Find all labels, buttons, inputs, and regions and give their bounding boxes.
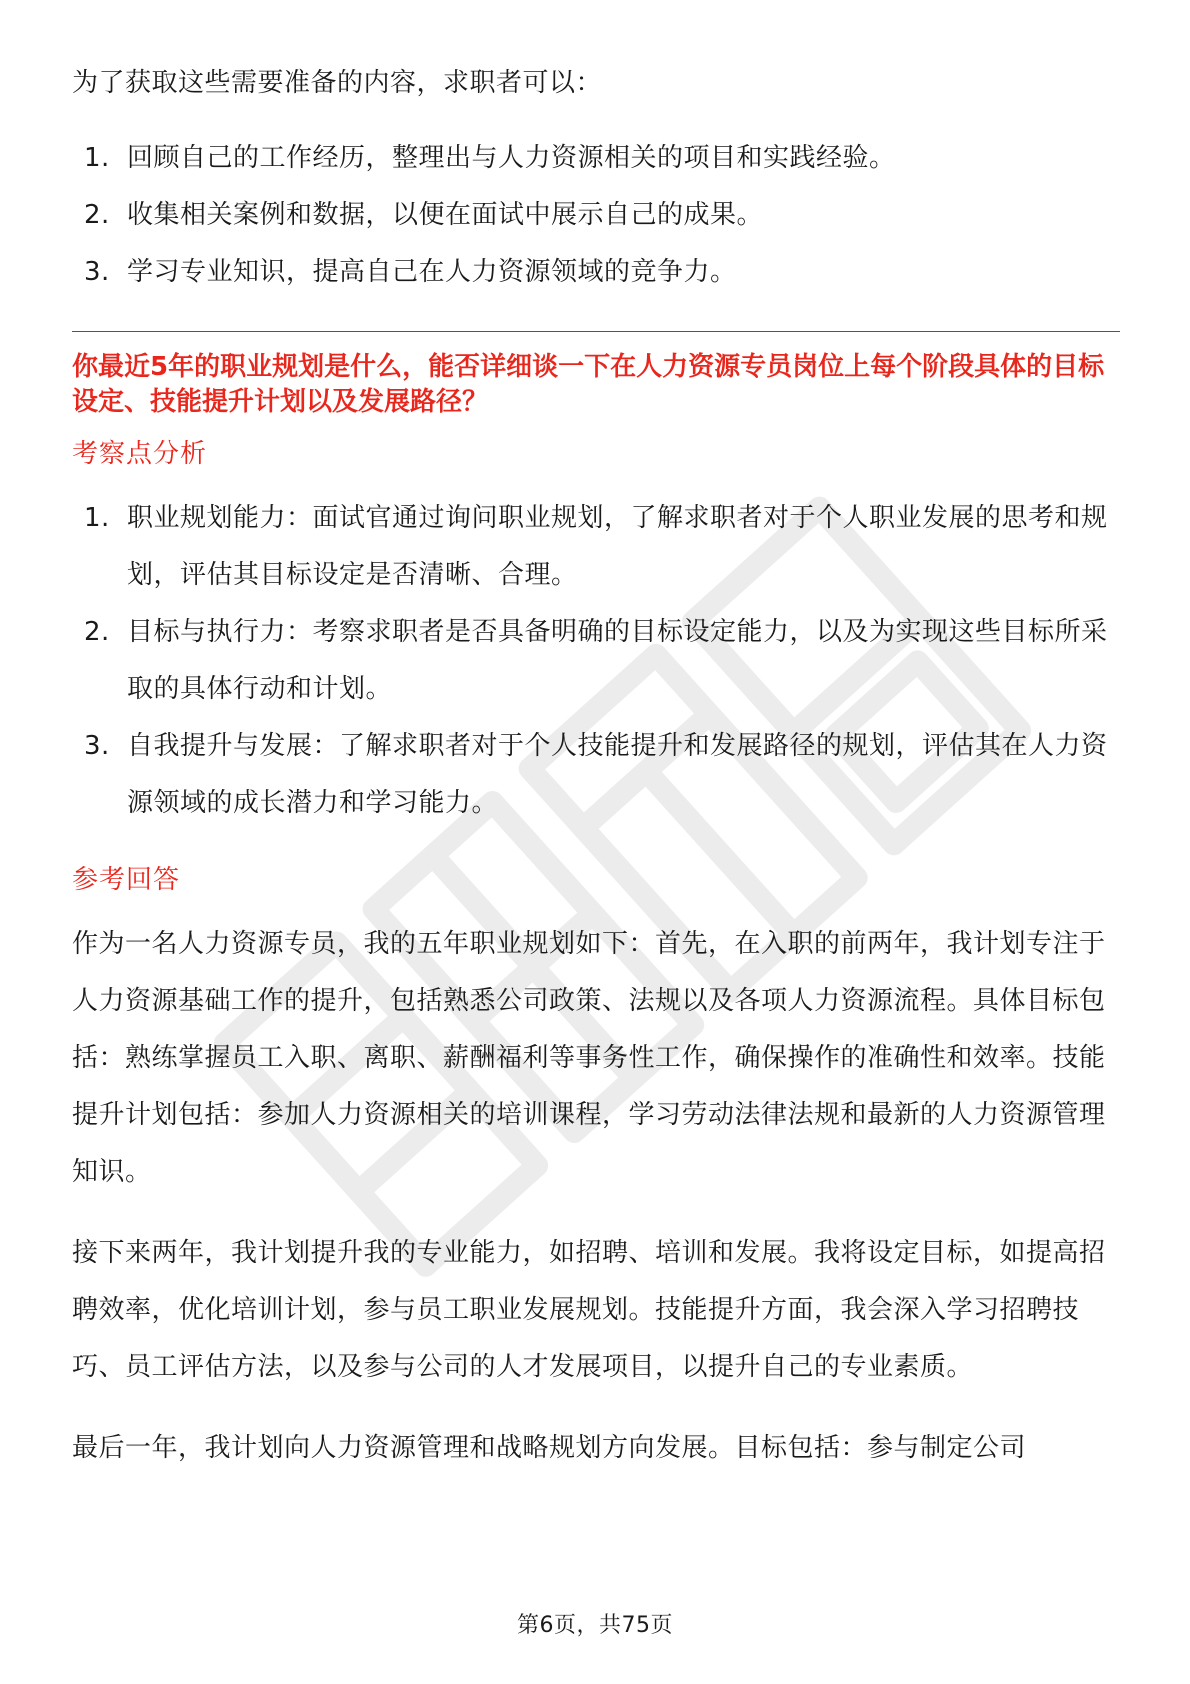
list-item <box>72 604 1120 718</box>
document-page <box>72 58 1120 1477</box>
section-divider <box>72 331 1120 332</box>
list-number: 3. <box>84 731 110 761</box>
analysis-title: 考察点分析 <box>72 439 208 469</box>
analysis-list <box>72 490 1120 832</box>
list-item-text: 收集相关案例和数据，以便在面试中展示自己的成果。 <box>127 200 764 230</box>
intro-list <box>72 130 1120 301</box>
list-number: 2. <box>84 617 110 647</box>
list-item-text: 回顾自己的工作经历，整理出与人力资源相关的项目和实践经验。 <box>127 143 896 173</box>
list-item <box>72 187 1120 244</box>
list-item <box>72 490 1120 604</box>
list-item-text: 职业规划能力：面试官通过询问职业规划，了解求职者对于个人职业发展的思考和规划，评估其目标设定是否清晰、合理。 <box>127 503 1108 590</box>
list-item-text: 自我提升与发展：了解求职者对于个人技能提升和发展路径的规划，评估其在人力资源领域的成长潜力和学习能力。 <box>127 731 1108 818</box>
list-number: 3. <box>84 257 110 287</box>
list-item <box>72 130 1120 187</box>
list-item <box>72 718 1120 832</box>
answer-title: 参考回答 <box>72 865 181 895</box>
list-number: 1. <box>84 143 110 173</box>
question-heading: 你最近5年的职业规划是什么，能否详细谈一下在人力资源专员岗位上每个阶段具体的目标设定、技能提升计划以及发展路径？ <box>72 352 1105 417</box>
list-number: 1. <box>84 503 110 533</box>
page-footer: 第6页，共75页 <box>517 1613 673 1638</box>
list-item-text: 目标与执行力：考察求职者是否具备明确的目标设定能力，以及为实现这些目标所采取的具体行动和计划。 <box>127 617 1108 704</box>
list-item-text: 学习专业知识，提高自己在人力资源领域的竞争力。 <box>127 257 737 287</box>
answer-paragraph: 最后一年，我计划向人力资源管理和战略规划方向发展。目标包括：参与制定公司 <box>72 1433 1027 1463</box>
list-item <box>72 244 1120 301</box>
answer-paragraph: 作为一名人力资源专员，我的五年职业规划如下：首先，在入职的前两年，我计划专注于人力资源基础工作的提升，包括熟悉公司政策、法规以及各项人力资源流程。具体目标包括：熟练掌握员工入职、离职、薪酬福利等事务性工作，确保操作的准确性和效率。技能提升计划包括：参加人力资源相关的培训课程，学习劳动法律法规和最新的人力资源管理知识。 <box>72 929 1106 1187</box>
answer-paragraph: 接下来两年，我计划提升我的专业能力，如招聘、培训和发展。我将设定目标，如提高招聘效率，优化培训计划，参与员工职业发展规划。技能提升方面，我会深入学习招聘技巧、员工评估方法，以及参与公司的人才发展项目，以提升自己的专业素质。 <box>72 1238 1106 1382</box>
list-number: 2. <box>84 200 110 230</box>
intro-text: 为了获取这些需要准备的内容，求职者可以： <box>72 68 603 98</box>
